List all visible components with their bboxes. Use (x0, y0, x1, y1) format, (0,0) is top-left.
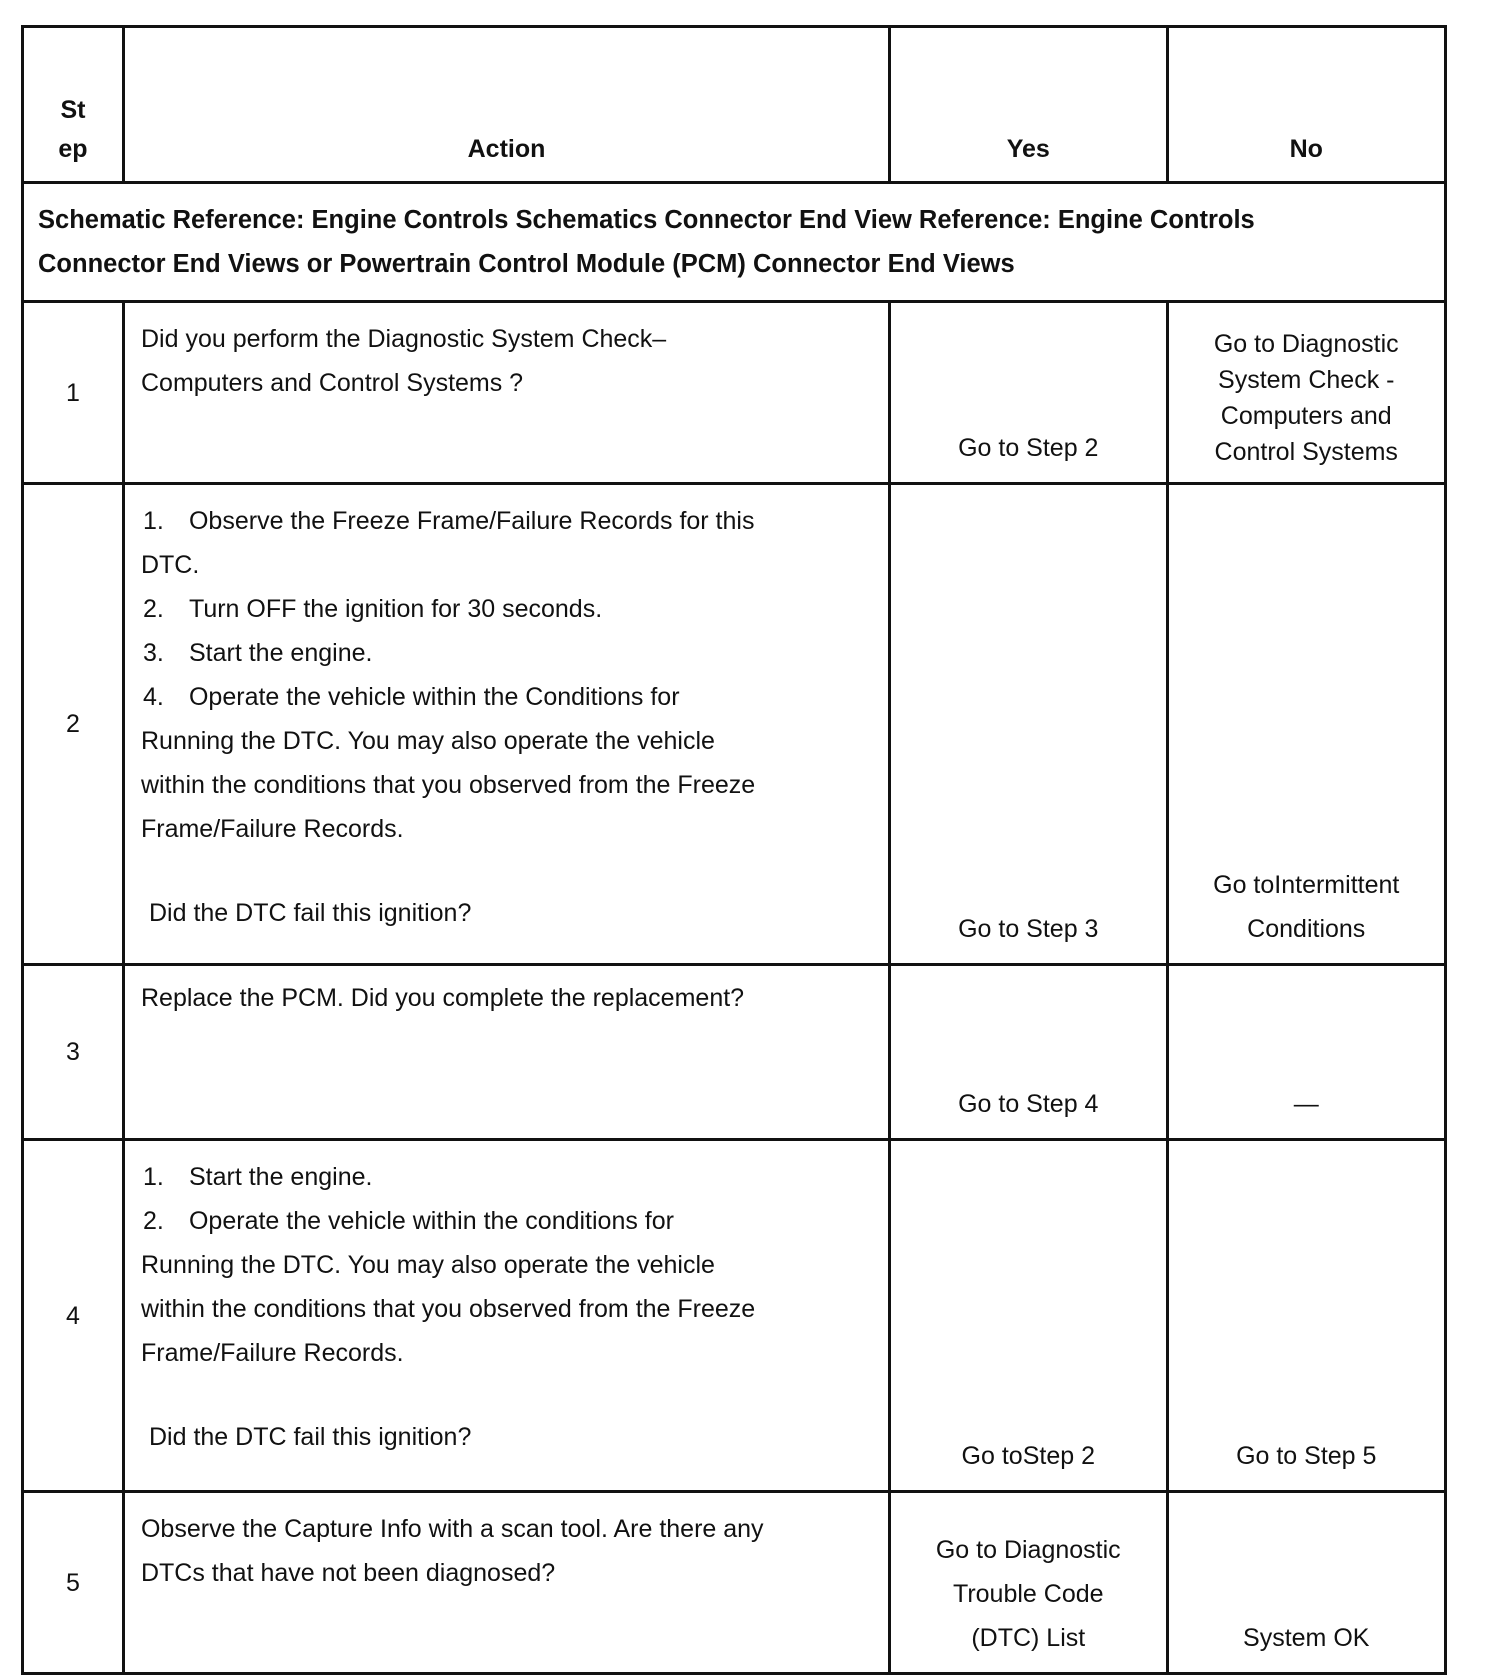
question: Did the DTC fail this ignition? (148, 899, 472, 927)
list-item: 1. Start the engine. (142, 1163, 373, 1191)
reference-row (23, 183, 1446, 302)
step-number: 2 (23, 484, 124, 965)
list-item: 2. Turn OFF the ignition for 30 seconds. (142, 595, 603, 623)
table-row (23, 965, 1446, 1140)
list-item: 1. Observe the Freeze Frame/Failure Records for this (142, 507, 755, 535)
header-step: St ep (23, 27, 124, 183)
table-row (23, 302, 1446, 484)
list-item: 4. Operate the vehicle within the Conditions for (142, 683, 680, 711)
no-cell: Go to Step 5 (1167, 1140, 1446, 1492)
schematic-reference: Schematic Reference: Engine Controls Schematics Connector End View Reference: Engine Controls Connector End Views or Powertrain Control Module (PCM) Connector End Views (23, 183, 1446, 302)
list-item: 3. Start the engine. (142, 639, 373, 667)
question: Did the DTC fail this ignition? (148, 1423, 472, 1451)
no-cell: Go to Diagnostic System Check - Computers and Control Systems (1167, 302, 1446, 484)
header-no: No (1167, 27, 1446, 183)
header-yes: Yes (890, 27, 1167, 183)
action-cell: 1. Observe the Freeze Frame/Failure Records for this DTC. 2. Turn OFF the ignition for 30 seconds. 3. Start the engine. 4. Operate the vehicle within the Conditions for Running the DTC. You may also operate the vehicle within the conditions that you observed from the Freeze Frame/Failure Records. Did the DTC fail this ignition? (123, 484, 889, 965)
header-row (23, 27, 1446, 183)
yes-cell: Go to Diagnostic Trouble Code (DTC) List (890, 1492, 1167, 1674)
step-number: 3 (23, 965, 124, 1140)
action-cell: Did you perform the Diagnostic System Check– Computers and Control Systems ? (123, 302, 889, 484)
yes-cell: Go to Step 3 (890, 484, 1167, 965)
yes-cell: Go to Step 4 (890, 965, 1167, 1140)
step-number: 1 (23, 302, 124, 484)
action-cell: Replace the PCM. Did you complete the replacement? (123, 965, 889, 1140)
step-number: 4 (23, 1140, 124, 1492)
action-cell: 1. Start the engine. 2. Operate the vehicle within the conditions for Running the DTC. You may also operate the vehicle within the conditions that you observed from the Freeze Frame/Failure Records. Did the DTC fail this ignition? (123, 1140, 889, 1492)
diagnostic-table-container (21, 25, 1447, 1675)
list-item: 2. Operate the vehicle within the conditions for (142, 1207, 674, 1235)
yes-cell: Go toStep 2 (890, 1140, 1167, 1492)
yes-cell: Go to Step 2 (890, 302, 1167, 484)
diagnostic-table (21, 25, 1447, 1675)
table-row (23, 484, 1446, 965)
no-cell: Go toIntermittent Conditions (1167, 484, 1446, 965)
step-number: 5 (23, 1492, 124, 1674)
table-row (23, 1140, 1446, 1492)
header-action: Action (123, 27, 889, 183)
no-cell: — (1167, 965, 1446, 1140)
action-cell: Observe the Capture Info with a scan tool. Are there any DTCs that have not been diagnosed? (123, 1492, 889, 1674)
table-row (23, 1492, 1446, 1674)
no-cell: System OK (1167, 1492, 1446, 1674)
